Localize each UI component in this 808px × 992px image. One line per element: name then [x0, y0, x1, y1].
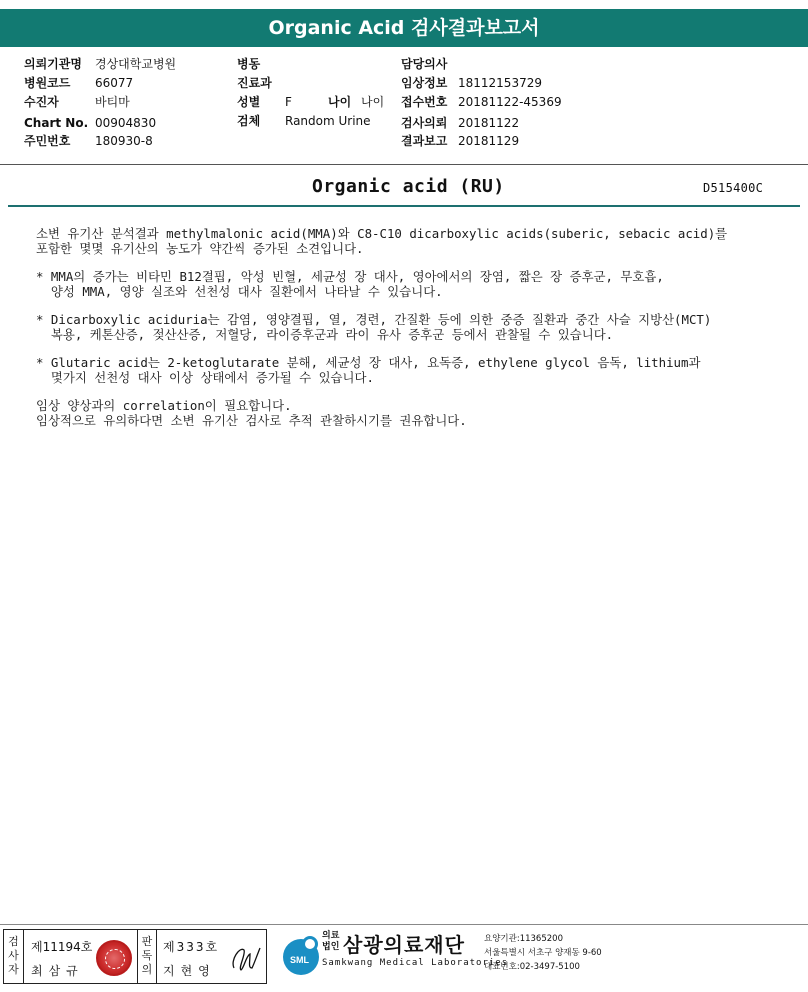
info-label: 담당의사 — [401, 57, 448, 71]
examiner-number: 제11194호 — [31, 940, 93, 954]
test-code: D515400C — [703, 181, 764, 195]
info-value: 66077 — [95, 76, 134, 90]
org-phone: 대표번호:02-3497-5100 — [484, 962, 580, 972]
report-line: * MMA의 증가는 비타민 B12결핍, 악성 빈혈, 세균성 장 대사, 영아에서의 장염, 짧은 장 증후군, 무호흡, — [36, 269, 664, 284]
report-header — [0, 9, 808, 47]
report-line: 몇가지 선천성 대사 이상 상태에서 증가될 수 있습니다. — [36, 370, 374, 385]
org-english-name: Samkwang Medical Laboratories — [322, 958, 509, 968]
report-paragraph — [36, 355, 796, 385]
org-contact — [484, 932, 602, 974]
info-label: 임상정보 — [401, 76, 448, 90]
info-label: 결과보고 — [401, 134, 448, 148]
test-title: Organic acid (RU) — [312, 176, 505, 197]
reviewer-number: 제333호 — [163, 940, 220, 954]
examiner-name: 최삼규 — [31, 964, 84, 978]
info-label: 의뢰기관명 — [24, 57, 82, 71]
report-paragraph — [36, 269, 796, 299]
info-value: 나이 — [361, 95, 385, 109]
info-label: 검사의뢰 — [401, 116, 448, 130]
report-paragraph — [36, 226, 796, 256]
signature-box — [3, 929, 267, 984]
org-name: 삼광의료재단 — [343, 933, 465, 957]
info-value: Random Urine — [285, 114, 371, 128]
sml-logo-text: SML — [290, 955, 309, 965]
sml-logo-icon — [276, 932, 322, 978]
org-type: 의료법인 — [322, 931, 340, 952]
report-title: Organic Acid 검사결과보고서 — [268, 17, 540, 39]
title-divider — [8, 205, 800, 207]
info-label: 병원코드 — [24, 76, 71, 90]
info-label: 진료과 — [237, 76, 272, 90]
info-value: F — [285, 95, 292, 109]
report-line: 임상 양상과의 correlation이 필요합니다. — [36, 398, 292, 413]
org-code: 요양기관:11365200 — [484, 934, 563, 944]
info-value: 180930-8 — [95, 134, 153, 148]
info-value: 20181122-45369 — [458, 95, 562, 109]
examiner-label: 검사자 — [4, 930, 24, 983]
info-value: 20181129 — [458, 134, 520, 148]
info-value: 바티마 — [95, 95, 130, 109]
info-value: 경상대학교병원 — [95, 57, 177, 71]
report-line: 양성 MMA, 영양 실조와 선천성 대사 질환에서 나타날 수 있습니다. — [36, 284, 443, 299]
info-label: 나이 — [328, 95, 352, 109]
report-paragraph — [36, 312, 796, 342]
report-footer — [0, 924, 808, 984]
info-value: 00904830 — [95, 116, 157, 130]
reviewer-label: 판독의 — [137, 930, 157, 983]
org-address: 서울특별시 서초구 양재동 9-60 — [484, 948, 602, 958]
info-label: 검체 — [237, 114, 261, 128]
info-label: 접수번호 — [401, 95, 448, 109]
report-line: 복용, 케톤산증, 젖산산증, 저혈당, 라이증후군과 라이 유사 증후군 등에서 관찰될 수 있습니다. — [36, 327, 614, 342]
patient-info — [0, 47, 808, 165]
reviewer-name: 지현영 — [163, 964, 216, 978]
report-line: * Glutaric acid는 2-ketoglutarate 분해, 세균성 장 대사, 요독증, ethylene glycol 음독, lithium과 — [36, 355, 701, 370]
report-line: 포함한 몇몇 유기산의 농도가 약간씩 증가된 소견입니다. — [36, 241, 364, 256]
report-line: 소변 유기산 분석결과 methylmalonic acid(MMA)와 C8-C10 dicarboxylic acids(suberic, sebacic acid)를 — [36, 226, 728, 241]
info-label: 성별 — [237, 95, 261, 109]
test-title-area — [0, 166, 808, 210]
info-label: 병동 — [237, 57, 261, 71]
report-line: 임상적으로 유의하다면 소변 유기산 검사로 추적 관찰하시기를 권유합니다. — [36, 413, 467, 428]
info-label: Chart No. — [24, 116, 89, 130]
official-seal-icon — [96, 940, 132, 976]
info-value: 18112153729 — [458, 76, 542, 90]
report-line: * Dicarboxylic aciduria는 감염, 영양결핍, 열, 경련, 간질환 등에 의한 중증 질환과 중간 사슬 지방산(MCT) — [36, 312, 712, 327]
report-body — [36, 226, 796, 441]
info-label: 주민번호 — [24, 134, 71, 148]
signature-icon — [226, 938, 264, 976]
info-label: 수진자 — [24, 95, 59, 109]
info-value: 20181122 — [458, 116, 520, 130]
report-paragraph — [36, 398, 796, 428]
